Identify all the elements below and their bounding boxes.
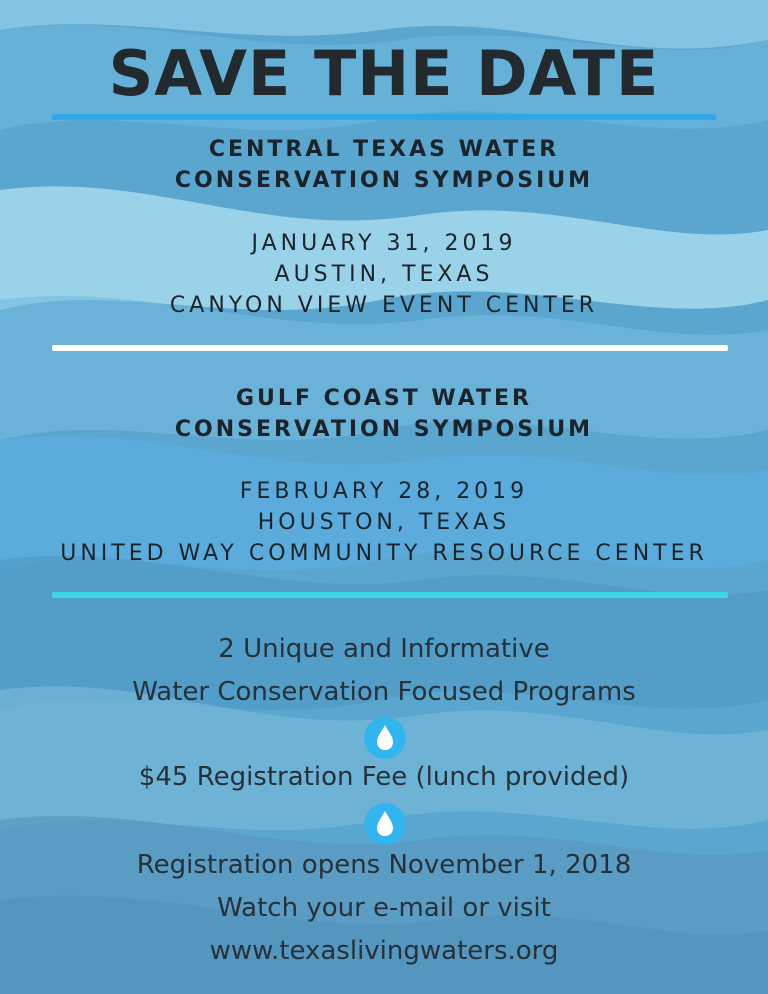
divider-bottom <box>52 592 728 598</box>
event-1-details <box>0 228 768 321</box>
registration-opens: Registration opens November 1, 2018 <box>136 850 632 880</box>
event-2-title-line-2: CONSERVATION SYMPOSIUM <box>174 417 594 442</box>
event-1-title-line-1: CENTRAL TEXAS WATER <box>208 137 560 162</box>
registration-fee: $45 Registration Fee (lunch provided) <box>138 762 630 792</box>
event-1-venue: CANYON VIEW EVENT CENTER <box>169 293 599 318</box>
divider-middle <box>52 345 728 351</box>
registration-info <box>0 844 768 973</box>
programs-line-2: Water Conservation Focused Programs <box>132 677 636 707</box>
event-1-title <box>0 134 768 196</box>
event-2-details <box>0 476 768 569</box>
watch-email: Watch your e-mail or visit <box>217 893 551 923</box>
event-1-city: AUSTIN, TEXAS <box>274 262 494 287</box>
website-link[interactable]: www.texaslivingwaters.org <box>209 936 559 966</box>
event-2-title-line-1: GULF COAST WATER <box>236 386 532 411</box>
water-drop-icon <box>364 803 406 845</box>
water-drop-icon <box>364 717 406 759</box>
event-2-venue: UNITED WAY COMMUNITY RESOURCE CENTER <box>60 541 708 566</box>
programs-description <box>0 628 768 714</box>
event-1-date: JANUARY 31, 2019 <box>251 231 517 256</box>
event-2-city: HOUSTON, TEXAS <box>257 510 511 535</box>
event-1-title-line-2: CONSERVATION SYMPOSIUM <box>174 168 594 193</box>
divider-top <box>52 114 716 120</box>
programs-line-1: 2 Unique and Informative <box>218 634 550 664</box>
event-2-date: FEBRUARY 28, 2019 <box>239 479 529 504</box>
event-2-title <box>0 383 768 445</box>
page-title: SAVE THE DATE <box>108 37 660 110</box>
